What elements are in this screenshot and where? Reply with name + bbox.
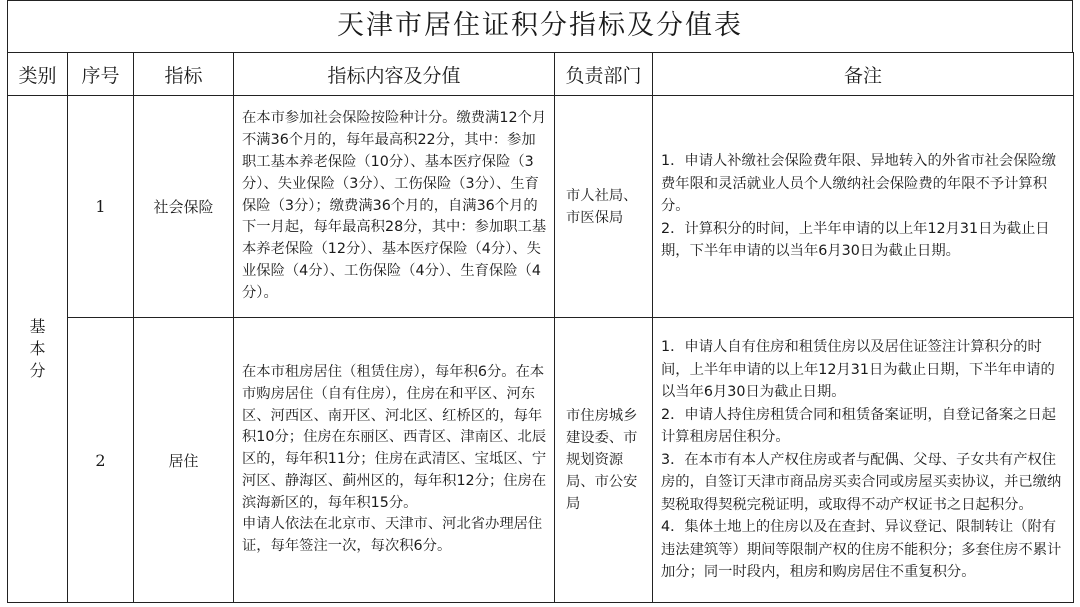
header-content: 指标内容及分值 [234,53,555,96]
department-text: 市人社局、市医保局 [566,187,638,226]
header-indicator: 指标 [134,53,234,96]
remarks-cell [653,96,1074,318]
content-paragraph: 在本市参加社会保险按险种计分。缴费满12个月不满36个月的，每年最高积22分，其中：参加职工基本养老保险（10分）、基本医疗保险（3分）、失业保险（3分）、工伤保险（3分）、生育保险（3分）；缴费满36个月的，自满36个月的下一月起，每年最高积28分，其中：参加职工基本养老保险（12分）、基本医疗保险（4分）、失业保险（4分）、工伤保险（4分）、生育保险（4分）。 [242,110,547,301]
points-table-document [7,0,1073,603]
row-number: 1 [68,96,134,318]
department-text: 市住房城乡建设委、市规划资源局、市公安局 [566,408,638,512]
category-char: 基 [29,317,46,336]
header-remarks: 备注 [653,53,1074,96]
remark-item: 3．在本市有本人产权住房或者与配偶、父母、子女共有产权住房的，自签订天津市商品房买卖合同或房屋买卖协议，并已缴纳契税取得契税完税证明，或取得不动产权证书之日起积分。 [661,451,1062,513]
remark-item: 1．申请人自有住房和租赁住房以及居住证签注计算积分的时间，上半年申请的以上年12月31日为截止日期，下半年申请的以当年6月30日为截止日期。 [661,339,1055,401]
category-char: 分 [29,361,46,380]
content-paragraph: 在本市租房居住（租赁住房），每年积6分。在本市购房居住（自有住房），住房在和平区、河东区、河西区、南开区、河北区、红桥区的，每年积10分；住房在东丽区、西青区、津南区、北辰区的，每年积11分；住房在武清区、宝坻区、宁河区、静海区、蓟州区的，每年积12分；住房在滨海新区的，每年积15分。 [242,363,547,511]
indicator-content [234,318,555,603]
table-header-row [8,53,1074,96]
indicator-name: 居住 [134,318,234,603]
remark-item: 1．申请人补缴社会保险费年限、异地转入的外省市社会保险缴费年限和灵活就业人员个人缴纳社会保险费的年限不予计算积分。 [661,153,1057,215]
content-paragraph: 申请人依法在北京市、天津市、河北省办理居住证，每年签注一次，每次积6分。 [242,516,543,555]
department-cell [555,96,653,318]
category-cell [8,96,68,603]
indicator-name: 社会保险 [134,96,234,318]
remark-item: 4．集体土地上的住房以及在查封、异议登记、限制转让（附有违法建筑等）期间等限制产权的住房不能积分；多套住房不累计加分；同一时段内，租房和购房居住不重复积分。 [661,519,1062,581]
category-char: 本 [29,339,46,358]
remark-item: 2．申请人持住房租赁合同和租赁备案证明，自登记备案之日起计算租房居住积分。 [661,406,1057,446]
row-number: 2 [68,318,134,603]
document-title: 天津市居住证积分指标及分值表 [7,0,1073,52]
remark-item: 2．计算积分的时间，上半年申请的以上年12月31日为截止日期，下半年申请的以当年6月30日为截止日期。 [661,220,1050,260]
department-cell [555,318,653,603]
header-category: 类别 [8,53,68,96]
indicator-content [234,96,555,318]
points-table [7,52,1074,603]
table-row [8,96,1074,318]
remarks-cell [653,318,1074,603]
header-department: 负责部门 [555,53,653,96]
header-number: 序号 [68,53,134,96]
table-row [8,318,1074,603]
